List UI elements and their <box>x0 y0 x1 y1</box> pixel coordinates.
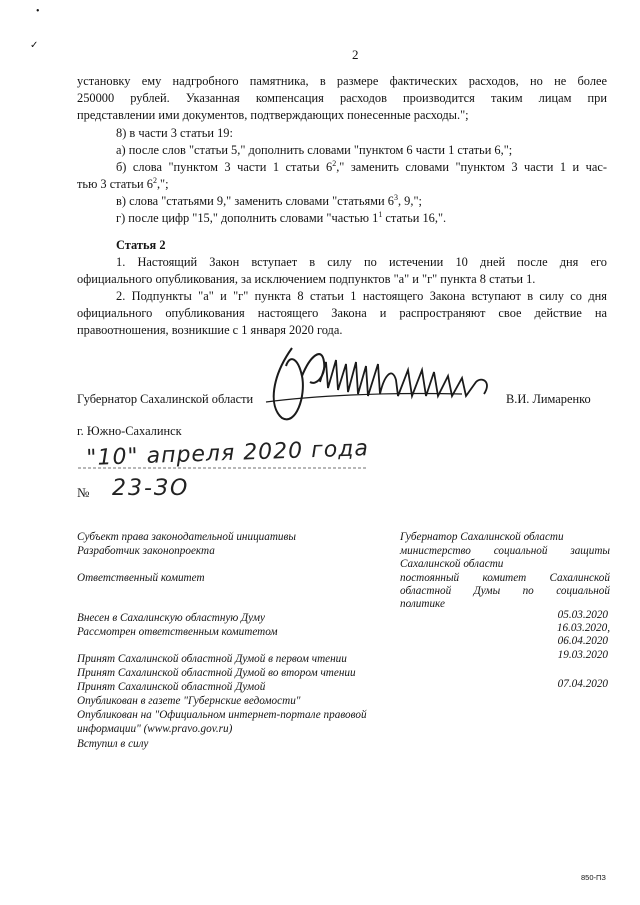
signature-stroke <box>320 360 487 396</box>
body-line: представлении ими документов, подтверждающих понесенные расходы."; <box>77 108 469 122</box>
text-run: б) слова "пунктом 3 части 1 статьи 6 <box>116 160 333 174</box>
footer-code: 850-ПЗ <box>581 873 606 882</box>
page-number: 2 <box>352 47 359 62</box>
text-run: статьи 16,". <box>382 211 447 225</box>
meta-first-reading-label: Принят Сахалинской областной Думой в первом чтении <box>77 653 347 665</box>
text-run: ," заменить словами "пунктом 3 части 1 и час- <box>336 160 607 174</box>
body-line: установку ему надгробного памятника, в размере фактических расходов, но не более <box>77 74 607 88</box>
superscript: 1 <box>378 209 383 219</box>
handwritten-number: 23-ЗО <box>112 476 190 501</box>
text-run: ,"; <box>156 177 169 191</box>
signature-stroke <box>274 348 325 419</box>
number-label: № <box>77 485 90 500</box>
governor-label: Губернатор Сахалинской области <box>77 392 254 406</box>
scan-mark-tick: ✓ <box>30 40 39 51</box>
meta-committee-value: областной Думы по социальной <box>400 585 610 597</box>
meta-submitted-label: Внесен в Сахалинскую областную Думу <box>77 612 265 624</box>
body-line <box>116 160 607 175</box>
handwritten-date: "10" апреля 2020 года <box>86 436 370 471</box>
body-line: а) после слов "статьи 5," дополнить словами "пунктом 6 части 1 статьи 6,"; <box>116 143 513 157</box>
meta-second-reading-label: Принят Сахалинской областной Думой во втором чтении <box>77 667 356 679</box>
body-line <box>77 177 169 192</box>
meta-published-portal-label: Опубликован на "Официальном интернет-портале правовой <box>77 709 367 721</box>
text-run: г) после цифр "15," дополнить словами "частью 1 <box>116 211 379 225</box>
date-underline <box>76 466 376 472</box>
meta-reviewed-date: 06.04.2020 <box>557 635 608 647</box>
body-line: правоотношения, возникшие с 1 января 2020 года. <box>77 323 343 337</box>
scan-mark-dot: • <box>36 6 40 17</box>
meta-first-reading-date: 19.03.2020 <box>557 649 608 661</box>
meta-in-force-label: Вступил в силу <box>77 738 149 750</box>
meta-developer-value: министерство социальной защиты <box>400 545 610 557</box>
city-label: г. Южно-Сахалинск <box>77 424 182 438</box>
meta-published-portal-label: информации" (www.pravo.gov.ru) <box>77 723 233 735</box>
body-line <box>116 211 446 226</box>
meta-subject-label: Субъект права законодательной инициативы <box>77 531 296 543</box>
body-line: 1. Настоящий Закон вступает в силу по истечении 10 дней после дня его <box>116 255 607 269</box>
body-line: 250000 рублей. Указанная компенсация расходов производится таким лицам при <box>77 91 607 105</box>
meta-reviewed-date: 16.03.2020, <box>556 622 610 634</box>
superscript: 2 <box>152 175 157 185</box>
meta-developer-value: Сахалинской области <box>400 558 504 570</box>
body-line: 2. Подпункты "а" и "г" пункта 8 статьи 1 настоящего Закона вступают в силу со дня <box>116 289 607 303</box>
meta-committee-value: постоянный комитет Сахалинской <box>400 572 610 584</box>
body-line: официального опубликования, за исключением подпунктов "а" и "г" пункта 8 статьи 1. <box>77 272 536 286</box>
meta-adopted-label: Принят Сахалинской областной Думой <box>77 681 266 693</box>
meta-subject-value: Губернатор Сахалинской области <box>400 531 564 543</box>
meta-published-gazette-label: Опубликован в газете "Губернские ведомости" <box>77 695 301 707</box>
meta-reviewed-label: Рассмотрен ответственным комитетом <box>77 626 278 638</box>
body-line <box>116 194 422 209</box>
meta-submitted-date: 05.03.2020 <box>557 609 608 621</box>
signature-stroke <box>266 393 462 402</box>
governor-name: В.И. Лимаренко <box>506 392 591 406</box>
article-heading: Статья 2 <box>116 238 166 252</box>
superscript: 3 <box>393 192 398 202</box>
body-line: 8) в части 3 статьи 19: <box>116 126 233 140</box>
superscript: 2 <box>332 158 337 168</box>
text-run: тью 3 статьи 6 <box>77 177 153 191</box>
meta-committee-label: Ответственный комитет <box>77 572 205 584</box>
meta-committee-value: политике <box>400 598 445 610</box>
text-run: в) слова "статьями 9," заменить словами "статьями 6 <box>116 194 394 208</box>
meta-developer-label: Разработчик законопроекта <box>77 545 215 557</box>
text-run: , 9,"; <box>397 194 422 208</box>
body-line: официального опубликования настоящего Закона и распространяют свое действие на <box>77 306 607 320</box>
meta-adopted-date: 07.04.2020 <box>557 678 608 690</box>
handwritten-signature <box>262 336 502 426</box>
